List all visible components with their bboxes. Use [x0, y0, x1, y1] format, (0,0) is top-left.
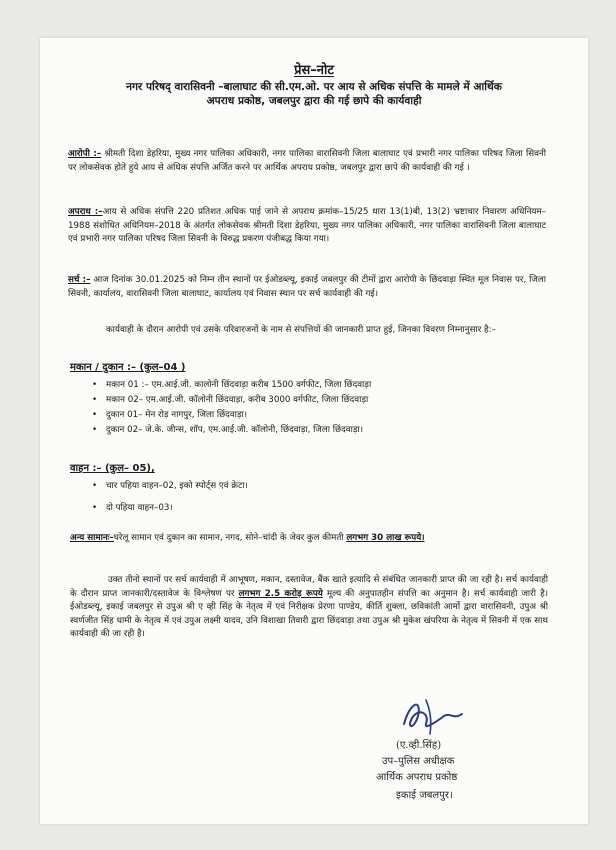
other-items-amount: लगभग 30 लाख रूपये।	[346, 533, 425, 543]
houses-list	[84, 378, 371, 438]
accused-text: श्रीमती दिशा डेहरिया, मुख्य नगर पालिका अधिकारी, नगर पालिका वारासिवनी जिला बालाघाट एवं प्रभारी नगर पालिका परिषद जिला सिवनी पर लोकसेवक होते हुये आय से अधिक संपत्ति अर्जित करने पर आर्थिक अपराध प्रकोष्ठ, जबलपुर द्वारा छापे की कार्यवाही की गई ।	[68, 149, 546, 173]
houses-heading: मकान / दुकान :– (कुल–04 )	[70, 362, 186, 373]
other-items-text: घरेलू सामान एवं दुकान का सामान, नगद, सोने–चांदी के जेवर कुल कीमती	[113, 533, 347, 543]
accused-paragraph	[68, 148, 546, 175]
search-text: आज दिनांक 30.01.2025 को निम्न तीन स्थानों पर ईओडब्ल्यू, इकाई जबलपुर की टीमों द्वारा आरोपी के छिंदवाड़ा स्थित मूल निवास पर, जिला सिवनी, कार्यालय, वारासिवनी जिला बालाघाट, कार्यालय एवं निवास स्थान पर सर्च कार्यवाही की गई।	[68, 275, 547, 299]
document-title: प्रेस–नोट	[294, 63, 334, 78]
list-item: • दुकान 02– जे.के. जीन्स, शॉप, एम.आई.जी. कॉलोनी, छिंदवाड़ा, जिला छिंदवाड़ा।	[84, 423, 371, 438]
conclusion-amount: लगभग 2.5 करोड़ रूपये	[238, 588, 323, 599]
other-items-paragraph	[70, 532, 530, 546]
signature-name: (ए.व्ही.सिंह)	[396, 740, 442, 751]
vehicles-list	[84, 479, 248, 516]
signature-unit: इकाई जबलपुर।	[396, 790, 453, 801]
list-item: • दो पहिया वाहन–03।	[84, 501, 248, 516]
document-page	[40, 38, 588, 824]
list-item: • दुकान 01– मेन रोड़ नागपुर, जिला छिंदवाड़ा।	[84, 408, 371, 423]
list-item: • चार पहिया वाहन–02, इको स्पोर्ट्स एवं क्रेटा।	[84, 479, 248, 501]
crime-paragraph	[68, 206, 546, 247]
conclusion-text-part1: उक्त तीनो स्थानों पर सर्च कार्यवाही में आभूषण, मकान, दस्तावेज, बैंक खाते इत्यादि से संबंधित जानकारी प्राप्त की जा रही है। सर्च कार्यवाही के दौरान प्राप्त जानकारी/दस्तावेज के विश्लेषण पर	[70, 575, 548, 599]
conclusion-text-part2: मूल्य की अनुपातहीन संपत्ति का अनुमान है। सर्च कार्यवाही जारी है। ईओडब्ल्यू, इकाई जबलपुर से उपुअ श्री ए व्ही सिंह के नेतृत्व में एवं निरीक्षक प्रेरणा पाण्डेय, कीर्ति शुक्ला, छविकांती आर्मो द्वारा वारासिवनी, उपुअ श्री स्वर्णजीत सिंह धामी के नेतृत्व में एवं उपुअ लक्ष्मी यादव, उनि विशाखा तिवारी द्वारा छिंदवाड़ा तथा उपुअ श्री मुकेश खंपरिया के नेतृत्व में सिवनी में एक साथ कार्यवाही की जा रही है।	[70, 588, 548, 640]
crime-label: अपराध :–	[68, 207, 103, 217]
document-subtitle: नगर परिषद् वारासिवनी –बालाघाट की सी.एम.ओ. पर आय से अधिक संपत्ति के मामले में आर्थिक अपराध प्रकोष्ठ, जबलपुर द्वारा की गई छापे की कार्यवाही	[126, 81, 502, 107]
list-item: • मकान 02– एम.आई.जी. कॉलोनी छिंदवाड़ा, करीब 3000 वर्गफीट, जिला छिंदवाड़ा	[84, 393, 371, 408]
conclusion-paragraph	[70, 574, 548, 642]
search-paragraph	[68, 274, 546, 301]
search-label: सर्च :–	[68, 275, 91, 285]
other-items-label: अन्य सामानः–	[70, 533, 114, 543]
intro-paragraph: कार्यवाही के दौरान आरोपी एवं उसके परिवारजनों के नाम से संपत्तियों की जानकारी प्राप्त हुई, जिनका विवरण निम्नानुसार है:–	[106, 325, 496, 335]
signature-designation: उप–पुलिस अधीक्षक	[382, 756, 455, 767]
accused-label: आरोपी :–	[68, 149, 102, 159]
list-item: • मकान 01 :– एम.आई.जी. कालोनी छिंदवाड़ा करीब 1500 वर्गफीट, जिला छिंदवाड़ा	[84, 378, 371, 393]
handwritten-signature	[396, 694, 476, 740]
vehicles-heading: वाहन :– (कुल– 05),	[70, 463, 155, 474]
crime-text: आय से अधिक संपत्ति 220 प्रतिशत अधिक पाई जाने से अपराध क्रमांक–15/25 धारा 13(1)बी, 13(2) भ्रष्टाचार निवारण अधिनियम–1988 संशोधित अधिनियम–2018 के अंतर्गत लोकसेवक श्रीमती दिशा डेहरिया, मुख्य नगर पालिका अधिकारी, नगर पालिका वारासिवनी जिला बालाघाट एवं प्रभारी नगर पालिका परिषद जिला सिवनी के विरुद्ध प्रकरण पंजीबद्ध किया गया।	[68, 207, 546, 245]
signature-department: आर्थिक अपराध प्रकोष्ठ	[376, 772, 458, 783]
